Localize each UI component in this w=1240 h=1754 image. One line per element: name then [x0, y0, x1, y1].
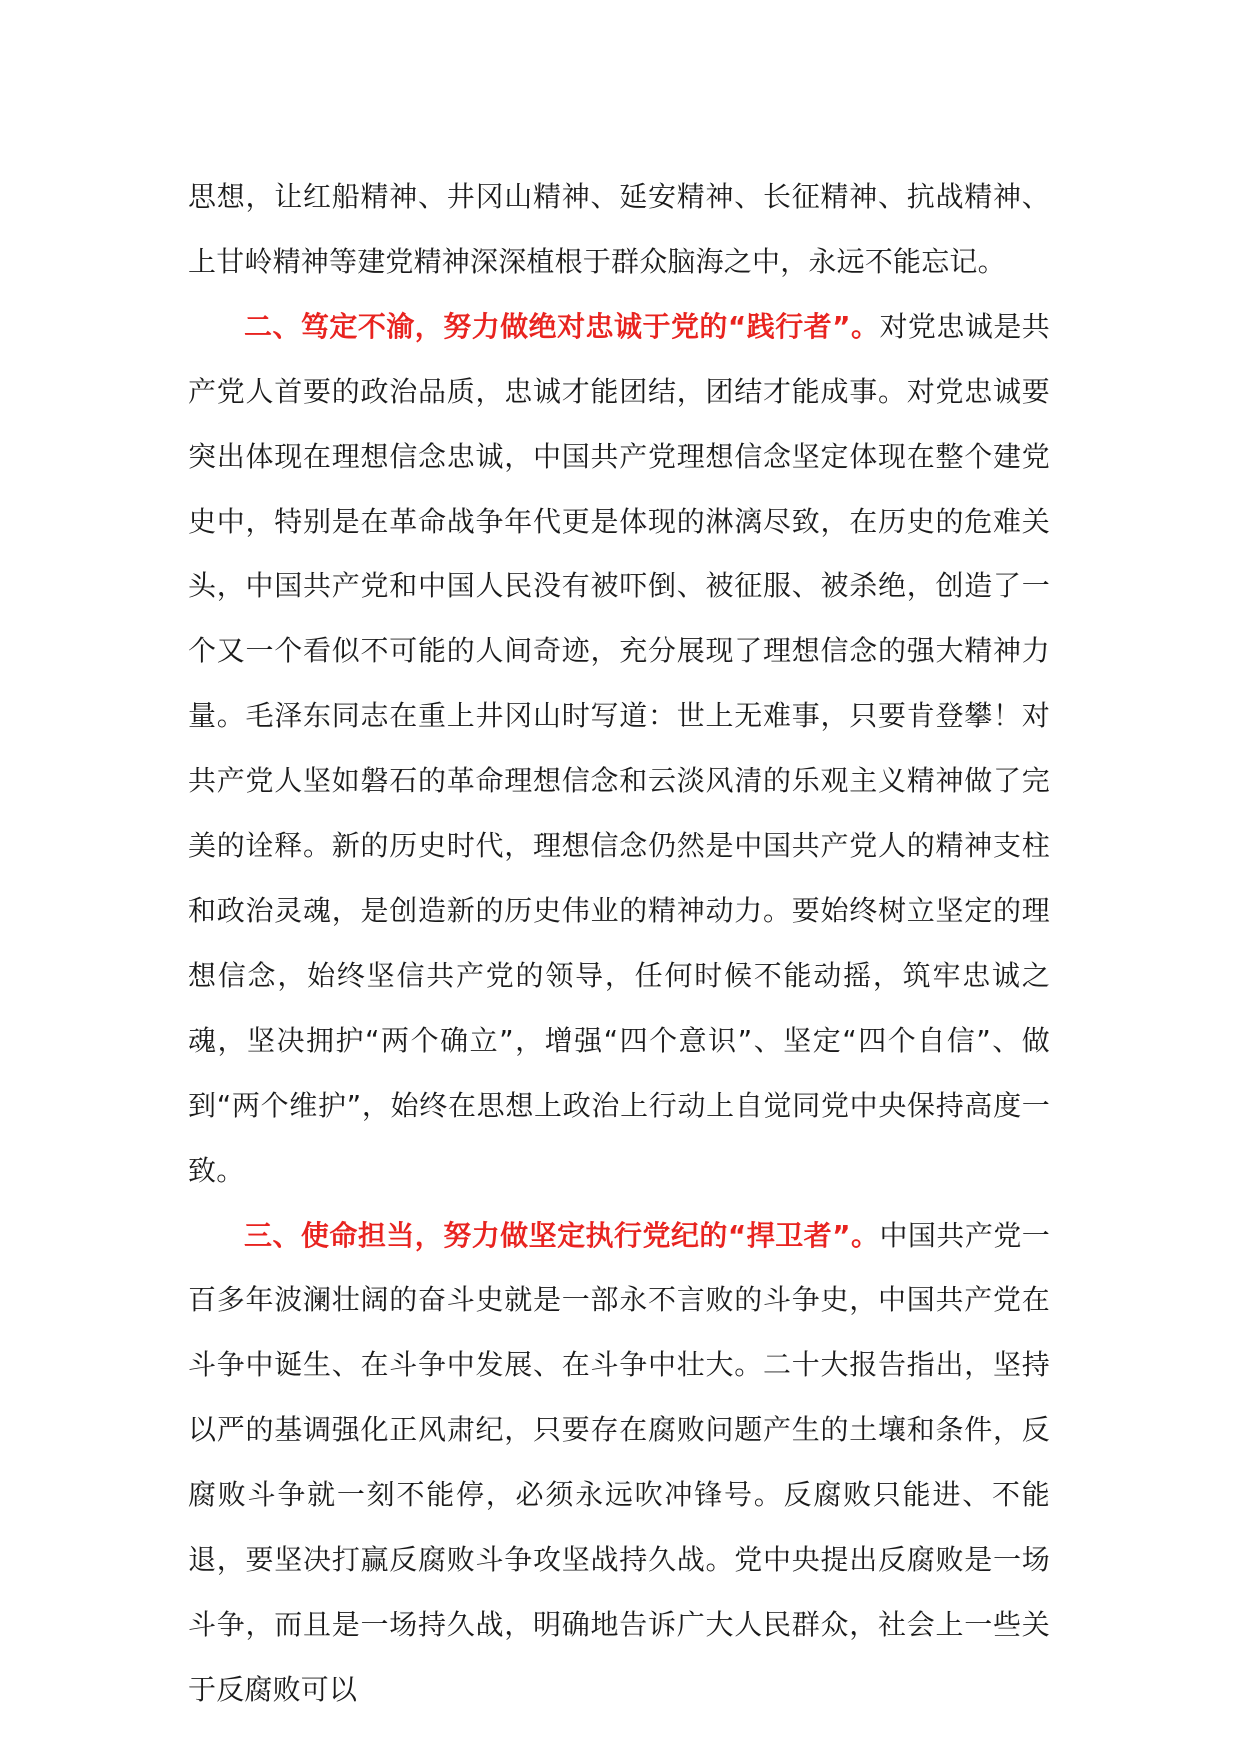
paragraph-section-three: [188, 1204, 1050, 1723]
paragraph-section-two: [188, 295, 1050, 1204]
paragraph-text: 思想，让红船精神、井冈山精神、延安精神、长征精神、抗战精神、上甘岭精神等建党精神深深植根于群众脑海之中，永远不能忘记。: [188, 180, 1050, 278]
section-heading: 三、使命担当，努力做坚定执行党纪的“捍卫者”。: [244, 1218, 880, 1252]
document-body: [188, 165, 1050, 1723]
paragraph-text: 中国共产党一百多年波澜壮阔的奋斗史就是一部永不言败的斗争史，中国共产党在斗争中诞生、在斗争中发展、在斗争中壮大。二十大报告指出，坚持以严的基调强化正风肃纪，只要存在腐败问题产生的土壤和条件，反腐败斗争就一刻不能停，必须永远吹冲锋号。反腐败只能进、不能退，要坚决打赢反腐败斗争攻坚战持久战。党中央提出反腐败是一场斗争，而且是一场持久战，明确地告诉广大人民群众，社会上一些关于反腐败可以: [188, 1218, 1050, 1706]
paragraph-text: 对党忠诚是共产党人首要的政治品质，忠诚才能团结，团结才能成事。对党忠诚要突出体现在理想信念忠诚，中国共产党理想信念坚定体现在整个建党史中，特别是在革命战争年代更是体现的淋漓尽致，在历史的危难关头，中国共产党和中国人民没有被吓倒、被征服、被杀绝，创造了一个又一个看似不可能的人间奇迹，充分展现了理想信念的强大精神力量。毛泽东同志在重上井冈山时写道：世上无难事，只要肯登攀！对共产党人坚如磐石的革命理想信念和云淡风清的乐观主义精神做了完美的诠释。新的历史时代，理想信念仍然是中国共产党人的精神支柱和政治灵魂，是创造新的历史伟业的精神动力。要始终树立坚定的理想信念，始终坚信共产党的领导，任何时候不能动摇，筑牢忠诚之魂，坚决拥护“两个确立”，增强“四个意识”、坚定“四个自信”、做到“两个维护”，始终在思想上政治上行动上自觉同党中央保持高度一致。: [188, 309, 1050, 1187]
paragraph-continuation: [188, 165, 1050, 295]
section-heading: 二、笃定不渝，努力做绝对忠诚于党的“践行者”。: [244, 309, 880, 343]
